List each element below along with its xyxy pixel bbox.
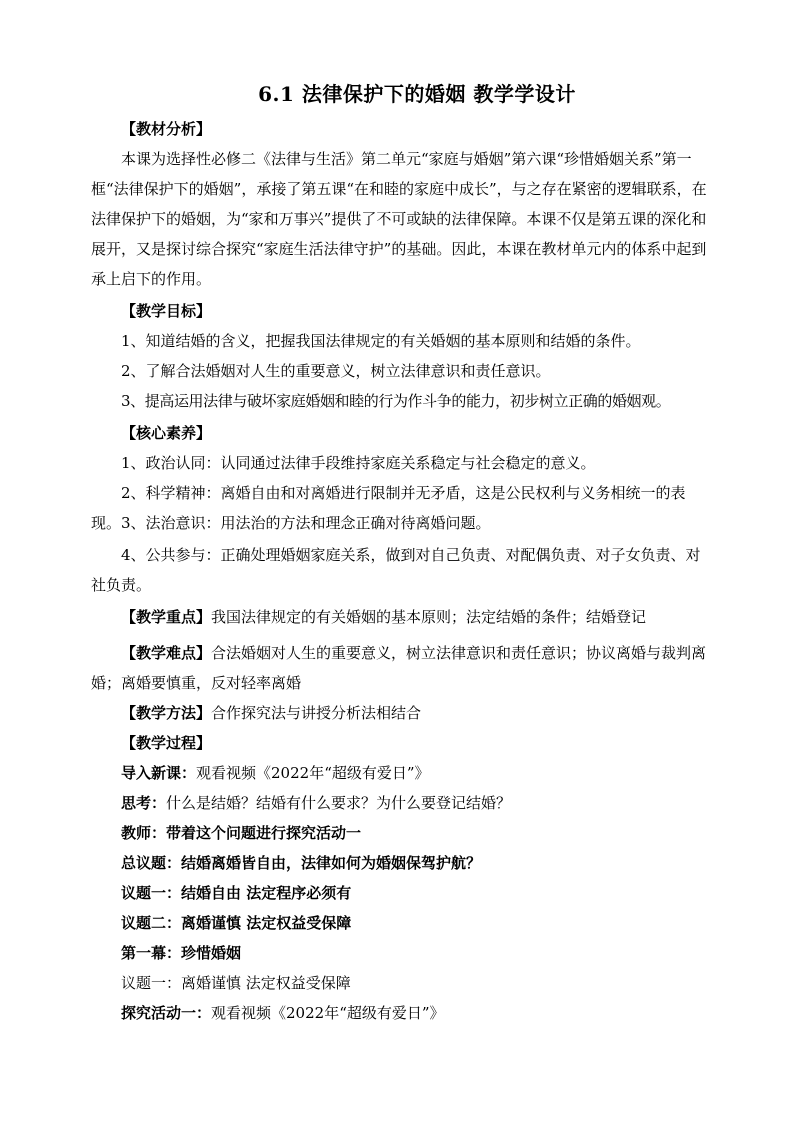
intro-label: 导入新课：: [121, 764, 197, 782]
intro-line: [91, 758, 711, 788]
think-line: [91, 788, 711, 818]
main-topic-line: 总议题：结婚离婚皆自由，法律如何为婚姻保驾护航？: [121, 854, 482, 872]
teacher-line: 教师：带着这个问题进行探究活动一: [121, 824, 362, 842]
document-body: [91, 114, 711, 1028]
act-one-topic: 议题一：离婚谨慎 法定权益受保障: [121, 974, 351, 992]
section-heading-key-points: 【教学重点】: [121, 608, 212, 626]
literacy-item-1: 1、政治认同：认同通过法律手段维持家庭关系稳定与社会稳定的意义。: [121, 454, 596, 472]
section-heading-goals: 【教学目标】: [121, 302, 212, 320]
goal-item-1: 1、知道结婚的含义，把握我国法律规定的有关婚姻的基本原则和结婚的条件。: [121, 332, 641, 350]
section-heading-methods: 【教学方法】: [121, 704, 212, 722]
literacy-item-3: 4、公共参与：正确处理婚姻家庭关系，做到对自己负责、对配偶负责、对子女负责、对社负责。: [91, 546, 701, 594]
key-points-paragraph: [91, 602, 711, 632]
goal-item-2: 2、了解合法婚姻对人生的重要意义，树立法律意识和责任意识。: [121, 362, 551, 380]
literacy-item-2: 2、科学精神：离婚自由和对离婚进行限制并无矛盾，这是公民权利与义务相统一的表现。3、法治意识：用法治的方法和理念正确对待离婚问题。: [91, 484, 686, 532]
section-heading-process: 【教学过程】: [121, 734, 212, 752]
methods-paragraph: [91, 698, 711, 728]
methods-text: 合作探究法与讲授分析法相结合: [211, 704, 422, 722]
intro-text: 观看视频《2022年“超级有爱日”》: [196, 764, 430, 782]
act-one-title: 第一幕：珍惜婚姻: [121, 944, 242, 962]
topic-one-line: 议题一：结婚自由 法定程序必须有: [121, 884, 352, 902]
section-heading-difficulties: 【教学难点】: [121, 644, 212, 662]
activity-one-text: 观看视频《2022年“超级有爱日”》: [211, 1004, 445, 1022]
analysis-paragraph: 本课为选择性必修二《法律与生活》第二单元“家庭与婚姻”第六课“珍惜婚姻关系”第一框“法律保护下的婚姻”，承接了第五课“在和睦的家庭中成长”，与之存在紧密的逻辑联系，在法律保护下的婚姻，为“家和万事兴”提供了不可或缺的法律保障。本课不仅是第五课的深化和展开，又是探讨综合探究“家庭生活法律守护”的基础。因此，本课在教材单元内的体系中起到承上启下的作用。: [91, 150, 707, 288]
key-points-text: 我国法律规定的有关婚姻的基本原则；法定结婚的条件；结婚登记: [211, 608, 647, 626]
difficulties-text: 合法婚姻对人生的重要意义，树立法律意识和责任意识；协议离婚与裁判离婚；离婚要慎重，反对轻率离婚: [91, 644, 707, 692]
activity-one-label: 探究活动一：: [121, 1004, 212, 1022]
activity-one-line: [91, 998, 711, 1028]
think-text: 什么是结婚？结婚有什么要求？为什么要登记结婚？: [166, 794, 512, 812]
topic-two-line: 议题二：离婚谨慎 法定权益受保障: [121, 914, 352, 932]
section-heading-literacy: 【核心素养】: [121, 424, 212, 442]
goal-item-3: 3、提高运用法律与破坏家庭婚姻和睦的行为作斗争的能力，初步树立正确的婚姻观。: [121, 392, 671, 410]
think-label: 思考：: [121, 794, 167, 812]
document-title: 6.1 法律保护下的婚姻 教学学设计: [258, 82, 576, 106]
section-heading-analysis: 【教材分析】: [121, 120, 212, 138]
difficulties-paragraph: [91, 638, 711, 698]
